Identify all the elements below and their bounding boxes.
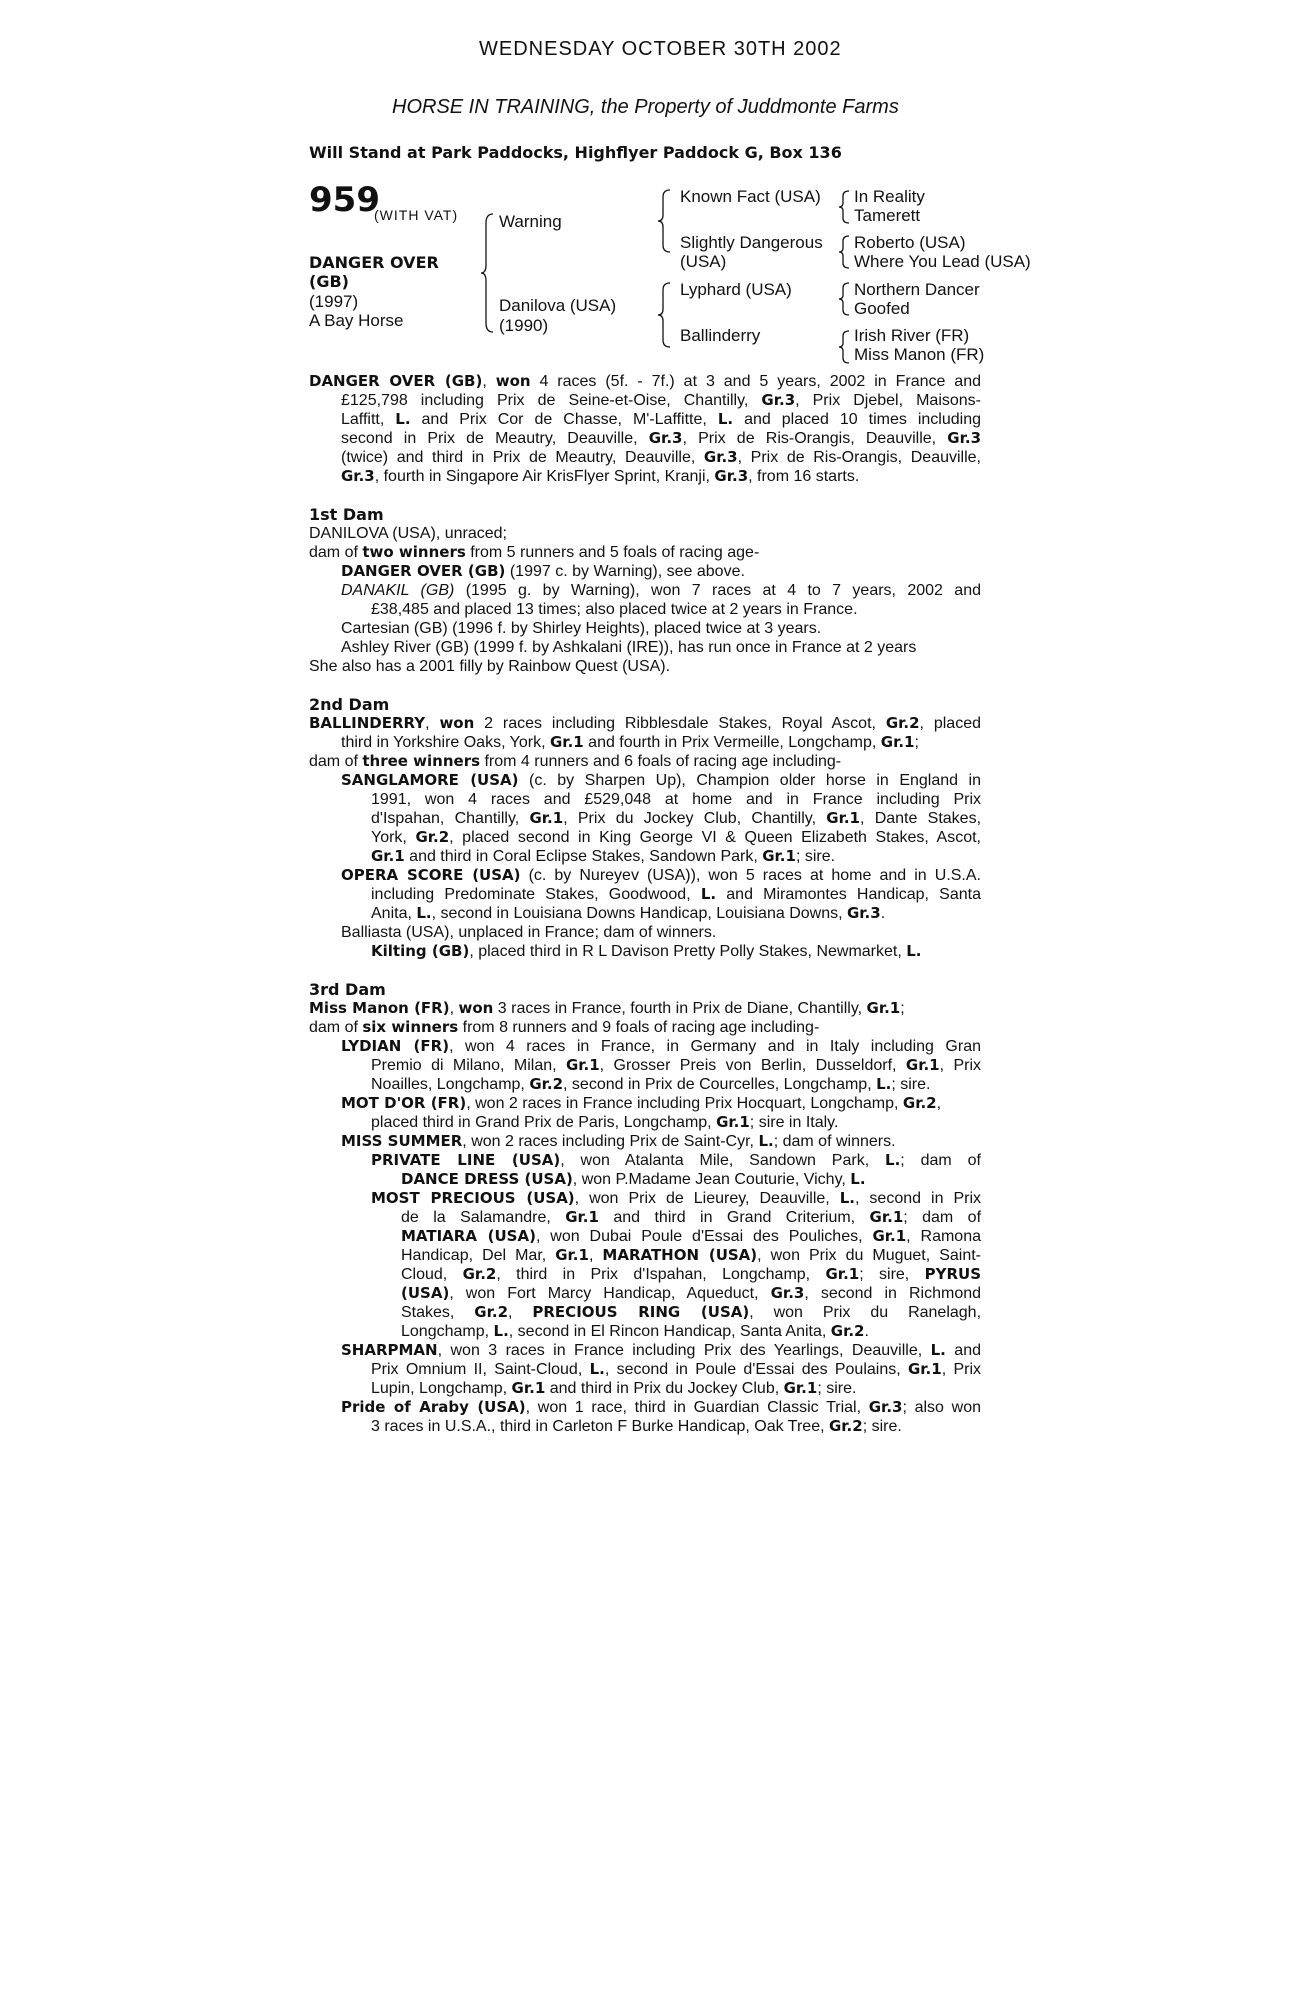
- text: , won Prix du Ranelagh,: [749, 1304, 982, 1321]
- grade: Gr.3: [770, 1284, 805, 1302]
- progeny-name: OPERA SCORE (USA): [341, 866, 521, 884]
- progeny-name: MATIARA (USA): [401, 1227, 536, 1245]
- text: Cloud,: [401, 1266, 463, 1283]
- grade: L.: [876, 1075, 892, 1093]
- pedigree-ss-sire: In Reality: [854, 187, 925, 206]
- text: , placed: [919, 715, 982, 732]
- text: , won Dubai Poule d'Essai des Pouliches,: [535, 1228, 873, 1245]
- pedigree-brace-main: [480, 213, 494, 333]
- text: and Miramontes Handicap, Santa: [716, 886, 981, 903]
- text: , Prix du Jockey Club, Chantilly,: [563, 810, 827, 827]
- pedigree-sd-dam: Where You Lead (USA): [854, 252, 1031, 271]
- text: ; sire.: [862, 1418, 902, 1435]
- text: from 8 runners and 9 foals of racing age including-: [458, 1019, 820, 1036]
- text: , Ramona: [906, 1228, 981, 1245]
- pedigree-sire-dam-suffix: (USA): [680, 252, 727, 271]
- text: ; dam of: [903, 1209, 982, 1226]
- pedigree-dd-dam: Miss Manon (FR): [854, 345, 985, 364]
- grade: Gr.1: [550, 733, 584, 751]
- grade: L.: [850, 1170, 866, 1188]
- text: , won 2 races including Prix de Saint-Cyr,: [462, 1133, 759, 1150]
- text: ; sire.: [817, 1380, 857, 1397]
- progeny-entry: Ashley River (GB) (1999 f. by Ashkalani (IRE)), has run once in France at 2 years: [341, 639, 917, 656]
- pedigree-ds-dam: Goofed: [854, 299, 910, 318]
- progeny-name: PYRUS: [924, 1265, 982, 1283]
- text: (twice) and third in Prix de Meautry, Deauville,: [341, 449, 704, 466]
- text: , won 4 races in France, in Germany and in Italy including Gran: [449, 1038, 981, 1055]
- text: , won Prix de Lieurey, Deauville,: [574, 1190, 840, 1207]
- progeny-name: Kilting (GB): [371, 942, 470, 960]
- text: , from 16 starts.: [748, 468, 860, 485]
- dam-name: DANILOVA (USA), unraced;: [309, 525, 507, 542]
- text: from 4 runners and 6 foals of racing age including-: [480, 753, 842, 770]
- text: , won P.Madame Jean Couturie, Vichy,: [572, 1171, 851, 1188]
- text: ; dam of winners.: [773, 1133, 896, 1150]
- text: Anita,: [371, 905, 417, 922]
- text: , Dante Stakes,: [860, 810, 982, 827]
- grade: L.: [839, 1189, 855, 1207]
- grade: Gr.1: [565, 1056, 600, 1074]
- progeny-name: LYDIAN (FR): [341, 1037, 450, 1055]
- text: ,: [482, 373, 496, 390]
- text: and third in Prix du Jockey Club,: [545, 1380, 784, 1397]
- text: Lupin, Longchamp,: [371, 1380, 512, 1397]
- third-dam-section: [309, 999, 981, 1436]
- race-record: [309, 372, 981, 486]
- grade: Gr.1: [905, 1056, 940, 1074]
- grade: L.: [395, 410, 411, 428]
- first-dam-section: [309, 524, 981, 676]
- pedigree-brace-sire: [657, 189, 671, 253]
- vat-note: (WITH VAT): [374, 207, 459, 223]
- second-dam-section: [309, 714, 981, 961]
- text: , second in Louisiana Downs Handicap, Louisiana Downs,: [431, 905, 847, 922]
- third-dam-heading: 3rd Dam: [309, 980, 386, 999]
- text: , Prix Djebel, Maisons-: [795, 392, 982, 409]
- grade: Gr.3: [341, 467, 375, 485]
- pedigree-sire-sire: Known Fact (USA): [680, 187, 821, 206]
- text: , Prix: [939, 1057, 981, 1074]
- grade: Gr.3: [714, 467, 749, 485]
- progeny-name: DANGER OVER (GB): [341, 562, 506, 580]
- text: , won Prix du Muguet, Saint-: [757, 1247, 982, 1264]
- grade: Gr.2: [462, 1265, 497, 1283]
- text: , placed second in King George VI & Queen Elizabeth Stakes, Ascot,: [449, 829, 982, 846]
- grade: Gr.1: [872, 1227, 907, 1245]
- text: dam of: [309, 753, 363, 770]
- winners-count: two winners: [362, 543, 466, 561]
- dam-name: Miss Manon (FR): [309, 999, 450, 1017]
- progeny-entry: Cartesian (GB) (1996 f. by Shirley Heights), placed twice at 3 years.: [341, 620, 822, 637]
- text: and third in Coral Eclipse Stakes, Sandown Park,: [404, 848, 763, 865]
- pedigree-dam-dam: Ballinderry: [680, 326, 761, 345]
- won-label: won: [458, 999, 494, 1017]
- text: £125,798 including Prix de Seine-et-Oise, Chantilly,: [341, 392, 762, 409]
- text: , fourth in Singapore Air KrisFlyer Sprint, Kranji,: [374, 468, 715, 485]
- progeny-name: DANCE DRESS (USA): [401, 1170, 573, 1188]
- grade: L.: [700, 885, 717, 903]
- progeny-name: (USA): [401, 1284, 450, 1302]
- grade: Gr.2: [885, 714, 920, 732]
- text: ;: [914, 734, 919, 751]
- winners-count: six winners: [362, 1018, 459, 1036]
- pedigree-brace-sd: [838, 235, 850, 269]
- text: £38,485 and placed 13 times; also placed twice at 2 years in France.: [371, 601, 858, 618]
- text: second in Prix de Meautry, Deauville,: [341, 430, 649, 447]
- grade: Gr.1: [783, 1379, 818, 1397]
- pedigree-sire: Warning: [499, 212, 562, 231]
- text: 3 races in U.S.A., third in Carleton F Burke Handicap, Oak Tree,: [371, 1418, 829, 1435]
- text: 3 races in France, fourth in Prix de Diane, Chantilly,: [493, 1000, 867, 1017]
- grade: L.: [930, 1341, 946, 1359]
- text: , placed third in R L Davison Pretty Polly Stakes, Newmarket,: [469, 943, 907, 960]
- grade: Gr.1: [907, 1360, 942, 1378]
- sale-date: WEDNESDAY OCTOBER 30TH 2002: [479, 38, 842, 60]
- text: dam of: [309, 1019, 363, 1036]
- lot-number: 959: [309, 180, 380, 220]
- text: ,: [449, 1000, 459, 1017]
- grade: Gr.2: [902, 1094, 937, 1112]
- won-label: won: [439, 714, 475, 732]
- grade: Gr.3: [947, 429, 982, 447]
- lot-location: Will Stand at Park Paddocks, Highflyer Paddock G, Box 136: [309, 143, 842, 162]
- lot-subtitle: HORSE IN TRAINING, the Property of Juddmonte Farms: [392, 96, 899, 118]
- text: dam of: [309, 544, 363, 561]
- grade: Gr.3: [846, 904, 881, 922]
- text: .: [864, 1323, 869, 1340]
- text: , Grosser Preis von Berlin, Dusseldorf,: [599, 1057, 906, 1074]
- text: ,: [588, 1247, 603, 1264]
- text: ;: [900, 1000, 905, 1017]
- text: , second in El Rincon Handicap, Santa Anita,: [508, 1323, 831, 1340]
- pedigree-brace-dd: [838, 330, 850, 364]
- text: , second in Prix: [855, 1190, 982, 1207]
- text: third in Yorkshire Oaks, York,: [341, 734, 550, 751]
- grade: Gr.3: [648, 429, 683, 447]
- text: and fourth in Prix Vermeille, Longchamp,: [583, 734, 881, 751]
- winners-count: three winners: [362, 752, 481, 770]
- won-label: won: [495, 372, 531, 390]
- grade: L.: [589, 1360, 605, 1378]
- text: and third in Grand Criterium,: [598, 1209, 870, 1226]
- text: Noailles, Longchamp,: [371, 1076, 530, 1093]
- text: .: [880, 905, 886, 922]
- text: , won Atalanta Mile, Sandown Park,: [560, 1152, 886, 1169]
- text: 1991, won 4 races and £529,048 at home and in France including Prix: [371, 791, 981, 808]
- grade: L.: [493, 1322, 509, 1340]
- grade: Gr.1: [511, 1379, 546, 1397]
- pedigree-brace-dam: [657, 282, 671, 348]
- text: York,: [371, 829, 416, 846]
- text: (1995 g. by Warning), won 7 races at 4 to 7 years, 2002 and: [454, 582, 982, 599]
- progeny-name: MISS SUMMER: [341, 1132, 463, 1150]
- grade: L.: [416, 904, 432, 922]
- grade: Gr.1: [529, 809, 564, 827]
- grade: Gr.1: [716, 1113, 750, 1131]
- pedigree-brace-ss: [838, 190, 850, 224]
- dam-name: BALLINDERRY: [309, 714, 426, 732]
- text: and: [945, 1342, 982, 1359]
- pedigree-sd-sire: Roberto (USA): [854, 233, 966, 252]
- grade: Gr.1: [555, 1246, 589, 1264]
- text: Stakes,: [401, 1304, 475, 1321]
- text: , second in Poule d'Essai des Poulains,: [604, 1361, 908, 1378]
- horse-name-suffix: (GB): [309, 272, 349, 291]
- text: Longchamp,: [401, 1323, 494, 1340]
- grade: Gr.2: [529, 1075, 564, 1093]
- text: ; sire in Italy.: [749, 1114, 839, 1131]
- text: (1997 c. by Warning), see above.: [505, 563, 745, 580]
- progeny-name: SANGLAMORE (USA): [341, 771, 519, 789]
- text: from 5 runners and 5 foals of racing age-: [465, 544, 760, 561]
- text: , won 3 races in France including Prix des Yearlings, Deauville,: [437, 1342, 931, 1359]
- pedigree-dam-year: (1990): [499, 316, 549, 335]
- grade: Gr.1: [825, 1265, 860, 1283]
- pedigree-dd-sire: Irish River (FR): [854, 326, 970, 345]
- progeny-name: MOST PRECIOUS (USA): [371, 1189, 575, 1207]
- text: ; sire.: [795, 848, 836, 865]
- text: , won 2 races in France including Prix Hocquart, Longchamp,: [466, 1095, 903, 1112]
- text: ,: [936, 1095, 942, 1112]
- grade: Gr.1: [866, 999, 901, 1017]
- text: Premio di Milano, Milan,: [371, 1057, 566, 1074]
- horse-name-bold: DANGER OVER (GB): [309, 372, 483, 390]
- horse-name: DANGER OVER: [309, 253, 439, 272]
- text: 4 races (5f. - 7f.) at 3 and 5 years, 2002 in France and: [530, 373, 982, 390]
- text: (c. by Sharpen Up), Champion older horse in England in: [518, 772, 981, 789]
- grade: Gr.1: [869, 1208, 904, 1226]
- progeny-name: MARATHON (USA): [602, 1246, 758, 1264]
- text: ; dam of: [900, 1152, 981, 1169]
- text: , won Fort Marcy Handicap, Aqueduct,: [449, 1285, 771, 1302]
- progeny-name: DANAKIL (GB): [341, 582, 455, 599]
- grade: Gr.1: [880, 733, 915, 751]
- grade: L.: [885, 1151, 901, 1169]
- pedigree-ss-dam: Tamerett: [854, 206, 921, 225]
- text: She also has a 2001 filly by Rainbow Quest (USA).: [309, 658, 671, 675]
- text: ,: [508, 1304, 533, 1321]
- text: , won 1 race, third in Guardian Classic Trial,: [525, 1399, 869, 1416]
- text: ; sire,: [859, 1266, 925, 1283]
- grade: Gr.1: [826, 809, 860, 827]
- grade: L.: [717, 410, 734, 428]
- text: placed third in Grand Prix de Paris, Longchamp,: [371, 1114, 717, 1131]
- progeny-entry: Balliasta (USA), unplaced in France; dam of winners.: [341, 924, 717, 941]
- text: 2 races including Ribblesdale Stakes, Royal Ascot,: [474, 715, 886, 732]
- text: , Prix de Ris-Orangis, Deauville,: [682, 430, 948, 447]
- text: Laffitt,: [341, 411, 396, 428]
- grade: Gr.1: [565, 1208, 599, 1226]
- second-dam-heading: 2nd Dam: [309, 695, 390, 714]
- text: , Prix: [941, 1361, 981, 1378]
- text: d'Ispahan, Chantilly,: [371, 810, 530, 827]
- progeny-name: Pride of Araby (USA): [341, 1398, 526, 1416]
- progeny-name: PRECIOUS RING (USA): [532, 1303, 750, 1321]
- grade: Gr.2: [415, 828, 450, 846]
- pedigree-dam: Danilova (USA): [499, 296, 617, 315]
- progeny-name: MOT D'OR (FR): [341, 1094, 467, 1112]
- text: , second in Prix de Courcelles, Longchamp,: [563, 1076, 877, 1093]
- text: including Predominate Stakes, Goodwood,: [371, 886, 701, 903]
- grade: Gr.3: [868, 1398, 903, 1416]
- grade: L.: [758, 1132, 774, 1150]
- text: Handicap, Del Mar,: [401, 1247, 556, 1264]
- text: (c. by Nureyev (USA)), won 5 races at home and in U.S.A.: [520, 867, 981, 884]
- text: de la Salamandre,: [401, 1209, 566, 1226]
- grade: Gr.1: [762, 847, 796, 865]
- pedigree-dam-sire: Lyphard (USA): [680, 280, 792, 299]
- text: ,: [425, 715, 440, 732]
- grade: Gr.3: [761, 391, 796, 409]
- progeny-name: PRIVATE LINE (USA): [371, 1151, 561, 1169]
- grade: Gr.3: [703, 448, 738, 466]
- grade: Gr.1: [371, 847, 405, 865]
- pedigree-brace-ds: [838, 282, 850, 316]
- horse-description: A Bay Horse: [309, 311, 404, 330]
- progeny-name: SHARPMAN: [341, 1341, 438, 1359]
- text: and Prix Cor de Chasse, M'-Laffitte,: [410, 411, 718, 428]
- horse-year: (1997): [309, 292, 359, 311]
- grade: Gr.2: [830, 1322, 865, 1340]
- text: , second in Richmond: [804, 1285, 982, 1302]
- grade: Gr.2: [474, 1303, 509, 1321]
- grade: Gr.2: [828, 1417, 863, 1435]
- text: and placed 10 times including: [733, 411, 982, 428]
- text: ; sire.: [891, 1076, 931, 1093]
- first-dam-heading: 1st Dam: [309, 505, 384, 524]
- text: Prix Omnium II, Saint-Cloud,: [371, 1361, 590, 1378]
- pedigree-ds-sire: Northern Dancer: [854, 280, 980, 299]
- text: ; also won: [902, 1399, 981, 1416]
- text: , Prix de Ris-Orangis, Deauville,: [737, 449, 981, 466]
- grade: L.: [906, 942, 922, 960]
- pedigree-sire-dam: Slightly Dangerous: [680, 233, 823, 252]
- text: , third in Prix d'Ispahan, Longchamp,: [496, 1266, 826, 1283]
